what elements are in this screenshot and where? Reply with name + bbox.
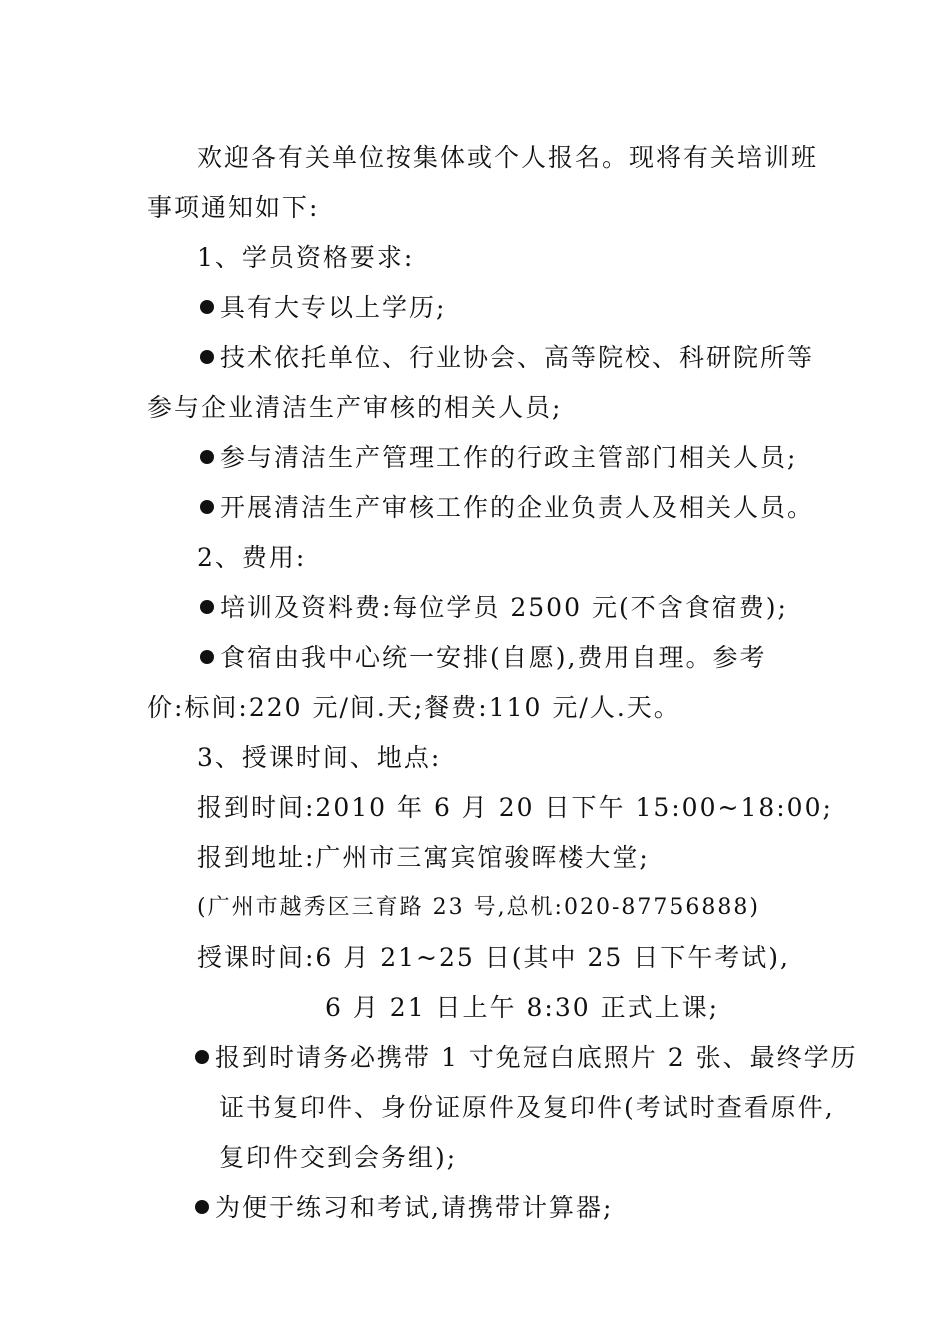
bullet-text: 为便于练习和考试,请携带计算器;	[215, 1193, 614, 1222]
checkin-time: 报到时间:2010 年 6 月 20 日下午 15:00~18:00;	[197, 793, 833, 822]
bullet-icon	[200, 350, 214, 364]
section-2-bullet-2	[200, 643, 766, 673]
bullet-icon	[200, 300, 214, 314]
section-1-title: 1、学员资格要求:	[197, 243, 415, 272]
section-1-bullet-2-cont: 参与企业清洁生产审核的相关人员;	[147, 393, 563, 422]
bullet-text: 开展清洁生产审核工作的企业负责人及相关人员。	[220, 493, 815, 522]
note-1-cont-2: 复印件交到会务组);	[219, 1143, 458, 1172]
section-2-bullet-1	[200, 593, 788, 623]
bullet-text: 技术依托单位、行业协会、高等院校、科研院所等	[220, 343, 815, 372]
note-2	[195, 1193, 613, 1223]
bullet-text: 参与清洁生产管理工作的行政主管部门相关人员;	[220, 443, 798, 472]
section-2-bullet-2-cont: 价:标间:220 元/间.天;餐费:110 元/人.天。	[147, 693, 681, 722]
bullet-icon	[200, 450, 214, 464]
checkin-address: 报到地址:广州市三寓宾馆骏晖楼大堂;	[197, 843, 650, 872]
bullet-icon	[200, 650, 214, 664]
class-time: 授课时间:6 月 21~25 日(其中 25 日下午考试),	[197, 943, 790, 972]
section-1-bullet-3	[200, 443, 797, 473]
bullet-icon	[200, 600, 214, 614]
intro-line-1: 欢迎各有关单位按集体或个人报名。现将有关培训班	[197, 143, 819, 172]
bullet-icon	[195, 1050, 209, 1064]
bullet-icon	[200, 500, 214, 514]
note-1-cont-1: 证书复印件、身份证原件及复印件(考试时查看原件,	[219, 1093, 835, 1122]
bullet-text: 报到时请务必携带 1 寸免冠白底照片 2 张、最终学历	[215, 1043, 858, 1072]
address-note: (广州市越秀区三育路 23 号,总机:020-87756888)	[197, 895, 760, 920]
bullet-text: 具有大专以上学历;	[220, 293, 447, 322]
note-1	[195, 1043, 858, 1073]
section-1-bullet-4	[200, 493, 814, 523]
section-1-bullet-1	[200, 293, 446, 323]
section-3-title: 3、授课时间、地点:	[197, 743, 442, 772]
bullet-text: 培训及资料费:每位学员 2500 元(不含食宿费);	[220, 593, 788, 622]
bullet-text: 食宿由我中心统一安排(自愿),费用自理。参考	[220, 643, 767, 672]
section-1-bullet-2	[200, 343, 814, 373]
intro-line-2: 事项通知如下:	[147, 193, 320, 222]
bullet-icon	[195, 1200, 209, 1214]
class-start: 6 月 21 日上午 8:30 正式上课;	[325, 993, 720, 1022]
section-2-title: 2、费用:	[197, 543, 307, 572]
